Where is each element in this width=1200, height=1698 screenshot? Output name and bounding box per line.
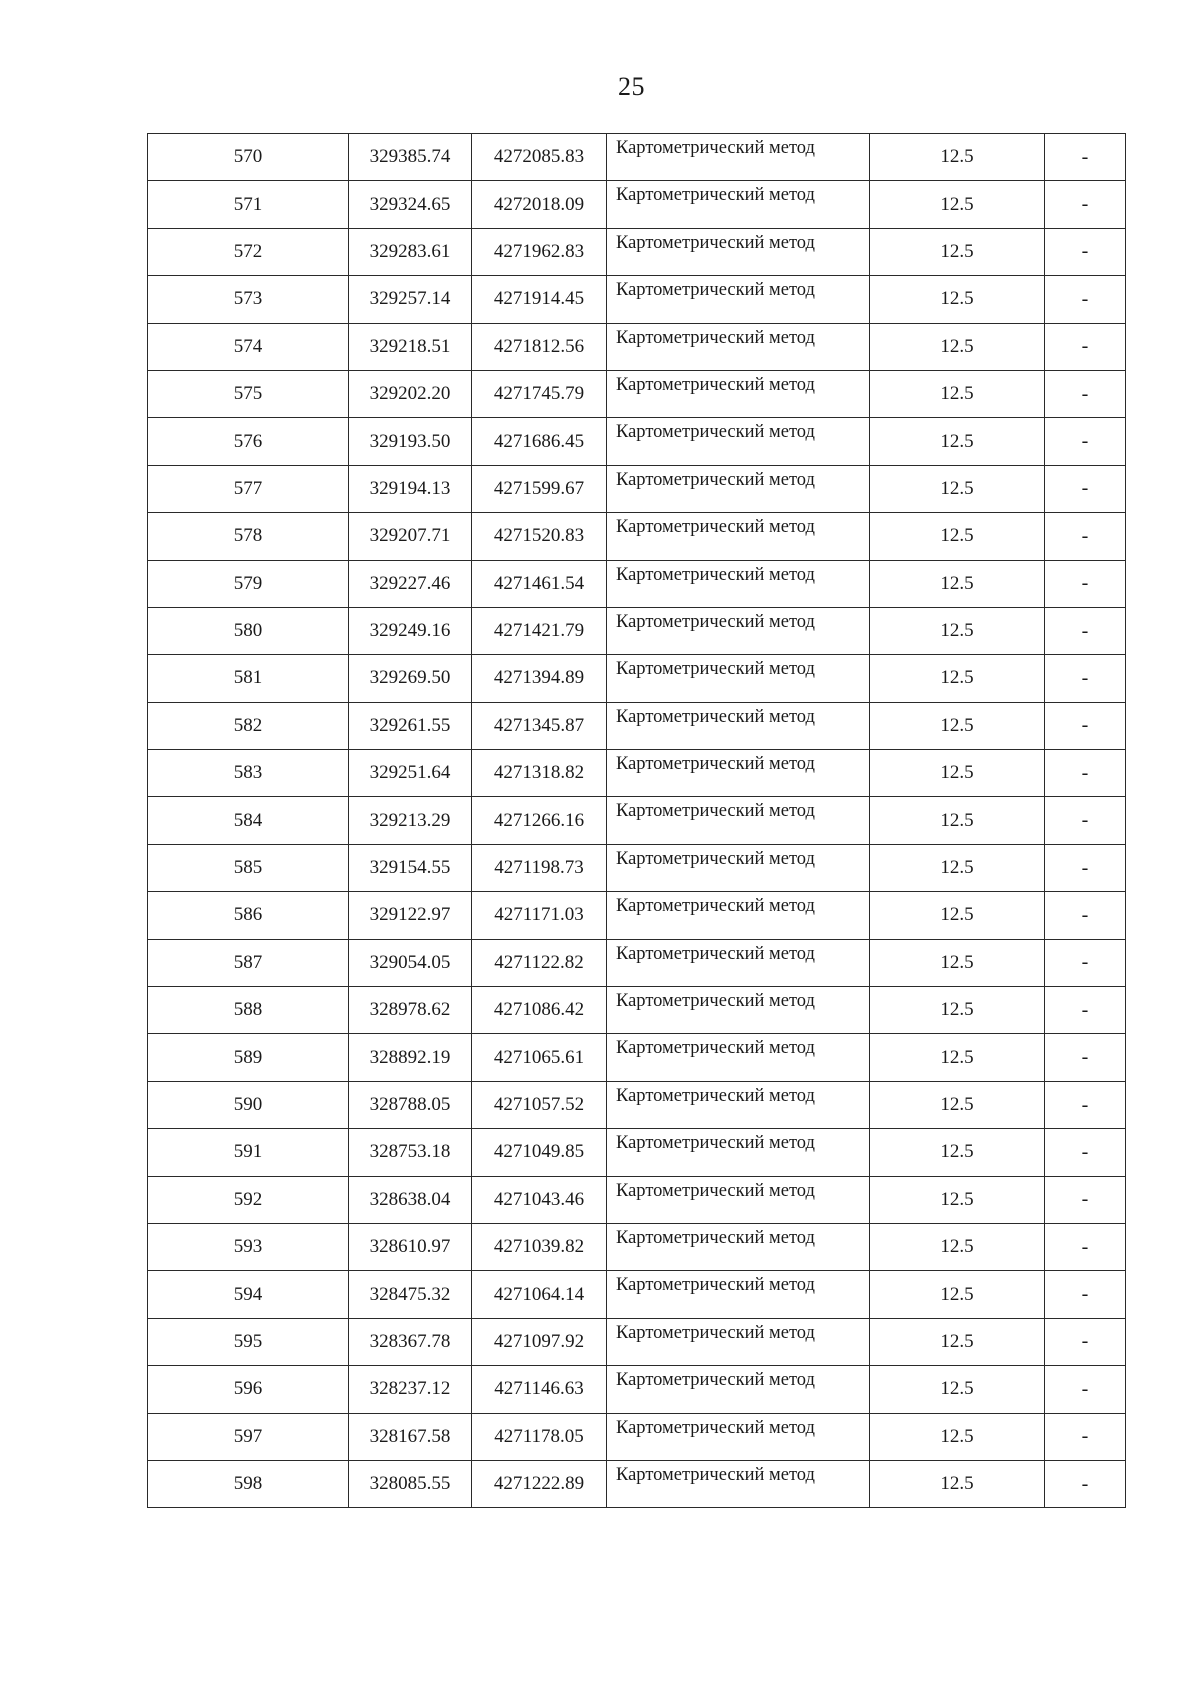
x-coordinate-cell: 328367.78 [349, 1318, 472, 1365]
table-row [148, 939, 1126, 986]
method-cell: Картометрический метод [607, 1413, 870, 1460]
method-cell: Картометрический метод [607, 1176, 870, 1223]
table-row [148, 987, 1126, 1034]
note-cell: - [1045, 513, 1126, 560]
note-cell: - [1045, 465, 1126, 512]
table-row [148, 418, 1126, 465]
accuracy-cell: 12.5 [870, 1271, 1045, 1318]
x-coordinate-cell: 329054.05 [349, 939, 472, 986]
y-coordinate-cell: 4271049.85 [472, 1129, 607, 1176]
y-coordinate-cell: 4271057.52 [472, 1081, 607, 1128]
x-coordinate-cell: 329194.13 [349, 465, 472, 512]
y-coordinate-cell: 4271065.61 [472, 1034, 607, 1081]
method-cell: Картометрический метод [607, 655, 870, 702]
note-cell: - [1045, 134, 1126, 181]
accuracy-cell: 12.5 [870, 655, 1045, 702]
accuracy-cell: 12.5 [870, 276, 1045, 323]
x-coordinate-cell: 328475.32 [349, 1271, 472, 1318]
table-row [148, 844, 1126, 891]
note-cell: - [1045, 323, 1126, 370]
table-row [148, 607, 1126, 654]
method-cell: Картометрический метод [607, 418, 870, 465]
note-cell: - [1045, 1223, 1126, 1270]
page-number: 25 [618, 72, 645, 101]
y-coordinate-cell: 4271962.83 [472, 228, 607, 275]
y-coordinate-cell: 4271345.87 [472, 702, 607, 749]
accuracy-cell: 12.5 [870, 1034, 1045, 1081]
point-number-cell: 595 [148, 1318, 349, 1365]
accuracy-cell: 12.5 [870, 181, 1045, 228]
point-number-cell: 581 [148, 655, 349, 702]
point-number-cell: 594 [148, 1271, 349, 1318]
method-cell: Картометрический метод [607, 1271, 870, 1318]
x-coordinate-cell: 329283.61 [349, 228, 472, 275]
table-row [148, 228, 1126, 275]
accuracy-cell: 12.5 [870, 702, 1045, 749]
accuracy-cell: 12.5 [870, 513, 1045, 560]
method-cell: Картометрический метод [607, 607, 870, 654]
method-cell: Картометрический метод [607, 1081, 870, 1128]
note-cell: - [1045, 987, 1126, 1034]
accuracy-cell: 12.5 [870, 134, 1045, 181]
x-coordinate-cell: 329324.65 [349, 181, 472, 228]
note-cell: - [1045, 370, 1126, 417]
accuracy-cell: 12.5 [870, 939, 1045, 986]
point-number-cell: 589 [148, 1034, 349, 1081]
accuracy-cell: 12.5 [870, 1366, 1045, 1413]
table-row [148, 1081, 1126, 1128]
point-number-cell: 577 [148, 465, 349, 512]
method-cell: Картометрический метод [607, 370, 870, 417]
x-coordinate-cell: 329207.71 [349, 513, 472, 560]
x-coordinate-cell: 328892.19 [349, 1034, 472, 1081]
y-coordinate-cell: 4271461.54 [472, 560, 607, 607]
note-cell: - [1045, 844, 1126, 891]
accuracy-cell: 12.5 [870, 418, 1045, 465]
y-coordinate-cell: 4271421.79 [472, 607, 607, 654]
note-cell: - [1045, 418, 1126, 465]
accuracy-cell: 12.5 [870, 323, 1045, 370]
point-number-cell: 580 [148, 607, 349, 654]
method-cell: Картометрический метод [607, 1318, 870, 1365]
point-number-cell: 598 [148, 1460, 349, 1507]
note-cell: - [1045, 939, 1126, 986]
table-row [148, 655, 1126, 702]
y-coordinate-cell: 4271043.46 [472, 1176, 607, 1223]
y-coordinate-cell: 4271097.92 [472, 1318, 607, 1365]
x-coordinate-cell: 329269.50 [349, 655, 472, 702]
accuracy-cell: 12.5 [870, 1460, 1045, 1507]
x-coordinate-cell: 329385.74 [349, 134, 472, 181]
note-cell: - [1045, 276, 1126, 323]
table-row [148, 1223, 1126, 1270]
accuracy-cell: 12.5 [870, 607, 1045, 654]
table-row [148, 134, 1126, 181]
y-coordinate-cell: 4271171.03 [472, 892, 607, 939]
y-coordinate-cell: 4271394.89 [472, 655, 607, 702]
method-cell: Картометрический метод [607, 844, 870, 891]
method-cell: Картометрический метод [607, 702, 870, 749]
method-cell: Картометрический метод [607, 228, 870, 275]
coordinates-table [147, 133, 1126, 1508]
x-coordinate-cell: 328788.05 [349, 1081, 472, 1128]
y-coordinate-cell: 4271222.89 [472, 1460, 607, 1507]
x-coordinate-cell: 328638.04 [349, 1176, 472, 1223]
note-cell: - [1045, 1034, 1126, 1081]
accuracy-cell: 12.5 [870, 560, 1045, 607]
table-row [148, 1460, 1126, 1507]
note-cell: - [1045, 1318, 1126, 1365]
table-row [148, 323, 1126, 370]
y-coordinate-cell: 4271686.45 [472, 418, 607, 465]
note-cell: - [1045, 1460, 1126, 1507]
point-number-cell: 588 [148, 987, 349, 1034]
x-coordinate-cell: 328753.18 [349, 1129, 472, 1176]
point-number-cell: 592 [148, 1176, 349, 1223]
x-coordinate-cell: 329251.64 [349, 750, 472, 797]
table-row [148, 181, 1126, 228]
point-number-cell: 584 [148, 797, 349, 844]
method-cell: Картометрический метод [607, 181, 870, 228]
method-cell: Картометрический метод [607, 797, 870, 844]
point-number-cell: 587 [148, 939, 349, 986]
table-row [148, 702, 1126, 749]
point-number-cell: 591 [148, 1129, 349, 1176]
note-cell: - [1045, 1366, 1126, 1413]
table-row [148, 1413, 1126, 1460]
point-number-cell: 576 [148, 418, 349, 465]
y-coordinate-cell: 4271039.82 [472, 1223, 607, 1270]
x-coordinate-cell: 329213.29 [349, 797, 472, 844]
method-cell: Картометрический метод [607, 134, 870, 181]
accuracy-cell: 12.5 [870, 370, 1045, 417]
y-coordinate-cell: 4271599.67 [472, 465, 607, 512]
point-number-cell: 586 [148, 892, 349, 939]
y-coordinate-cell: 4271812.56 [472, 323, 607, 370]
y-coordinate-cell: 4271745.79 [472, 370, 607, 417]
x-coordinate-cell: 329202.20 [349, 370, 472, 417]
note-cell: - [1045, 1081, 1126, 1128]
point-number-cell: 573 [148, 276, 349, 323]
accuracy-cell: 12.5 [870, 844, 1045, 891]
method-cell: Картометрический метод [607, 1366, 870, 1413]
accuracy-cell: 12.5 [870, 1176, 1045, 1223]
method-cell: Картометрический метод [607, 892, 870, 939]
x-coordinate-cell: 328978.62 [349, 987, 472, 1034]
table-row [148, 560, 1126, 607]
x-coordinate-cell: 329227.46 [349, 560, 472, 607]
table-row [148, 1176, 1126, 1223]
table-row [148, 1129, 1126, 1176]
x-coordinate-cell: 329249.16 [349, 607, 472, 654]
point-number-cell: 579 [148, 560, 349, 607]
table-row [148, 276, 1126, 323]
method-cell: Картометрический метод [607, 560, 870, 607]
y-coordinate-cell: 4271198.73 [472, 844, 607, 891]
method-cell: Картометрический метод [607, 1034, 870, 1081]
note-cell: - [1045, 797, 1126, 844]
point-number-cell: 578 [148, 513, 349, 560]
y-coordinate-cell: 4271178.05 [472, 1413, 607, 1460]
accuracy-cell: 12.5 [870, 892, 1045, 939]
y-coordinate-cell: 4272085.83 [472, 134, 607, 181]
accuracy-cell: 12.5 [870, 1413, 1045, 1460]
note-cell: - [1045, 892, 1126, 939]
x-coordinate-cell: 328237.12 [349, 1366, 472, 1413]
y-coordinate-cell: 4271086.42 [472, 987, 607, 1034]
accuracy-cell: 12.5 [870, 1129, 1045, 1176]
method-cell: Картометрический метод [607, 1460, 870, 1507]
y-coordinate-cell: 4272018.09 [472, 181, 607, 228]
table-row [148, 513, 1126, 560]
table-row [148, 892, 1126, 939]
point-number-cell: 585 [148, 844, 349, 891]
note-cell: - [1045, 1176, 1126, 1223]
x-coordinate-cell: 329122.97 [349, 892, 472, 939]
table-row [148, 1034, 1126, 1081]
note-cell: - [1045, 750, 1126, 797]
point-number-cell: 574 [148, 323, 349, 370]
y-coordinate-cell: 4271914.45 [472, 276, 607, 323]
x-coordinate-cell: 329193.50 [349, 418, 472, 465]
method-cell: Картометрический метод [607, 1129, 870, 1176]
method-cell: Картометрический метод [607, 987, 870, 1034]
point-number-cell: 582 [148, 702, 349, 749]
note-cell: - [1045, 1129, 1126, 1176]
x-coordinate-cell: 328610.97 [349, 1223, 472, 1270]
x-coordinate-cell: 328167.58 [349, 1413, 472, 1460]
note-cell: - [1045, 607, 1126, 654]
table-row [148, 1318, 1126, 1365]
method-cell: Картометрический метод [607, 1223, 870, 1270]
note-cell: - [1045, 702, 1126, 749]
accuracy-cell: 12.5 [870, 797, 1045, 844]
point-number-cell: 596 [148, 1366, 349, 1413]
y-coordinate-cell: 4271146.63 [472, 1366, 607, 1413]
note-cell: - [1045, 1413, 1126, 1460]
accuracy-cell: 12.5 [870, 228, 1045, 275]
point-number-cell: 583 [148, 750, 349, 797]
accuracy-cell: 12.5 [870, 465, 1045, 512]
y-coordinate-cell: 4271520.83 [472, 513, 607, 560]
note-cell: - [1045, 560, 1126, 607]
method-cell: Картометрический метод [607, 750, 870, 797]
note-cell: - [1045, 181, 1126, 228]
note-cell: - [1045, 228, 1126, 275]
y-coordinate-cell: 4271122.82 [472, 939, 607, 986]
y-coordinate-cell: 4271064.14 [472, 1271, 607, 1318]
method-cell: Картометрический метод [607, 513, 870, 560]
point-number-cell: 597 [148, 1413, 349, 1460]
accuracy-cell: 12.5 [870, 1223, 1045, 1270]
note-cell: - [1045, 655, 1126, 702]
method-cell: Картометрический метод [607, 323, 870, 370]
table-row [148, 1366, 1126, 1413]
table-row [148, 797, 1126, 844]
note-cell: - [1045, 1271, 1126, 1318]
coordinates-table-body [148, 134, 1126, 1508]
table-row [148, 465, 1126, 512]
y-coordinate-cell: 4271318.82 [472, 750, 607, 797]
point-number-cell: 570 [148, 134, 349, 181]
y-coordinate-cell: 4271266.16 [472, 797, 607, 844]
x-coordinate-cell: 328085.55 [349, 1460, 472, 1507]
accuracy-cell: 12.5 [870, 987, 1045, 1034]
x-coordinate-cell: 329154.55 [349, 844, 472, 891]
x-coordinate-cell: 329261.55 [349, 702, 472, 749]
table-row [148, 750, 1126, 797]
method-cell: Картометрический метод [607, 939, 870, 986]
table-row [148, 1271, 1126, 1318]
point-number-cell: 572 [148, 228, 349, 275]
point-number-cell: 593 [148, 1223, 349, 1270]
point-number-cell: 575 [148, 370, 349, 417]
x-coordinate-cell: 329218.51 [349, 323, 472, 370]
accuracy-cell: 12.5 [870, 1318, 1045, 1365]
accuracy-cell: 12.5 [870, 750, 1045, 797]
accuracy-cell: 12.5 [870, 1081, 1045, 1128]
table-row [148, 370, 1126, 417]
x-coordinate-cell: 329257.14 [349, 276, 472, 323]
method-cell: Картометрический метод [607, 465, 870, 512]
point-number-cell: 590 [148, 1081, 349, 1128]
method-cell: Картометрический метод [607, 276, 870, 323]
point-number-cell: 571 [148, 181, 349, 228]
